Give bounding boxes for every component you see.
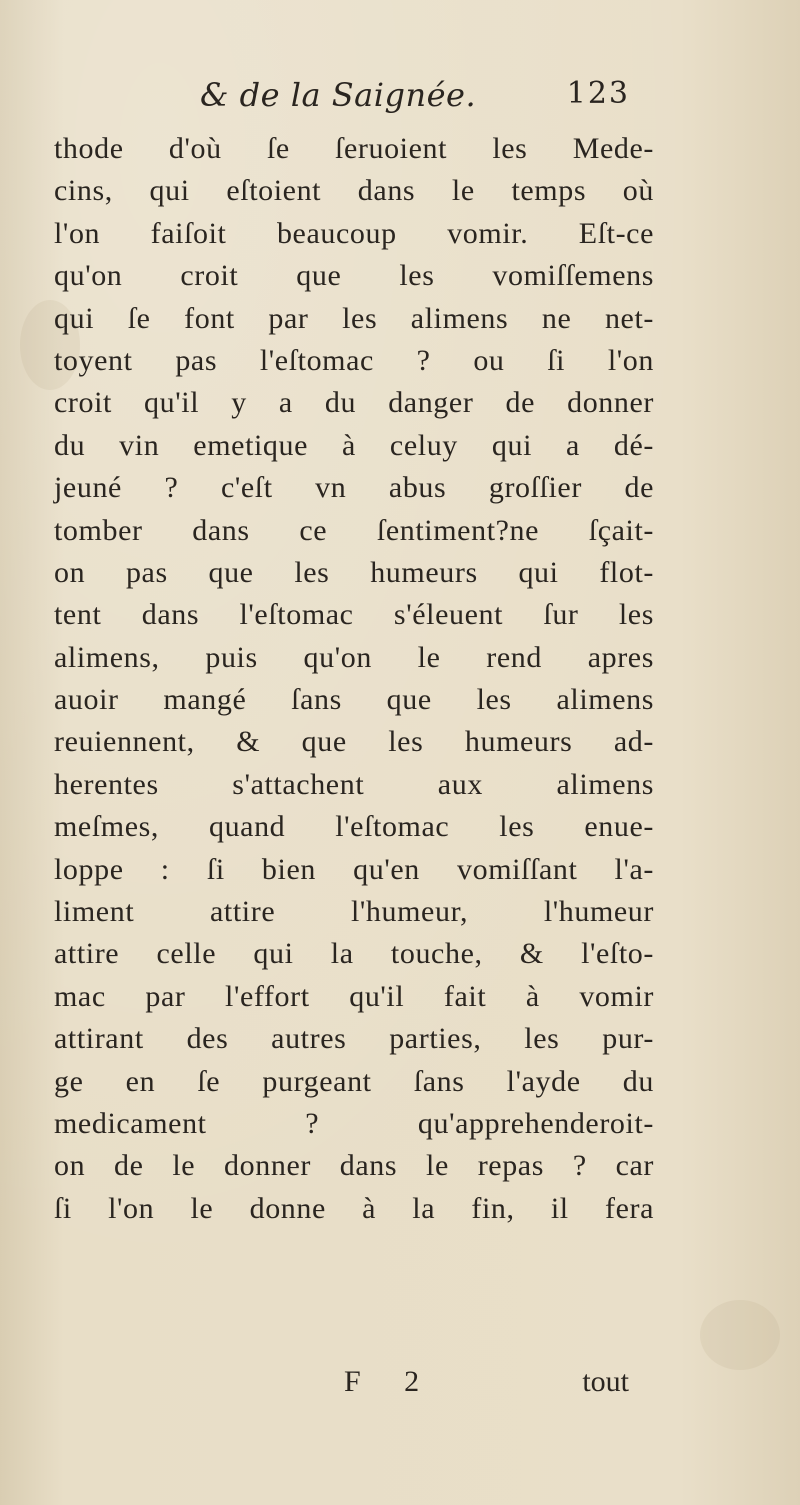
paper-stain	[700, 1300, 780, 1370]
text-line: thode d'où ſe ſeruoient les Mede-	[54, 132, 654, 165]
text-line: attire celle qui la touche, & l'eſto-	[54, 937, 654, 971]
text-line: on de le donner dans le repas ? car	[54, 1149, 654, 1183]
text-line: ſi l'on le donne à la fin, il fera	[54, 1191, 654, 1225]
text-line: l'on faiſoit beaucoup vomir. Eſt-ce	[54, 216, 654, 250]
text-line: herentes s'attachent aux alimens	[54, 767, 654, 801]
text-line: qu'on croit que les vomiſſemens	[54, 259, 654, 293]
text-line: meſmes, quand l'eſtomac les enue-	[54, 810, 654, 844]
text-line: on pas que les humeurs qui flot-	[54, 555, 654, 589]
text-line: croit qu'il y a du danger de donner	[54, 386, 654, 420]
signature-mark: F 2	[344, 1365, 438, 1398]
page-footer	[54, 1365, 629, 1409]
text-line: jeuné ? c'eſt vn abus groſſier de	[54, 471, 654, 505]
text-line: loppe : ſi bien qu'en vomiſſant l'a-	[54, 852, 654, 886]
text-line: qui ſe font par les alimens ne net-	[54, 301, 654, 335]
text-line: tomber dans ce ſentiment?ne ſçait-	[54, 513, 654, 547]
text-line: ge en ſe purgeant ſans l'ayde du	[54, 1064, 654, 1098]
text-line: reuiennent, & que les humeurs ad-	[54, 725, 654, 759]
text-line: du vin emetique à celuy qui a dé-	[54, 428, 654, 462]
page-number: 123	[566, 76, 630, 111]
text-line: attirant des autres parties, les pur-	[54, 1022, 654, 1056]
text-line: tent dans l'eſtomac s'éleuent ſur les	[54, 598, 654, 632]
text-line: medicament ? qu'apprehenderoit-	[54, 1106, 654, 1140]
body-text	[54, 128, 654, 1230]
page-header	[200, 76, 630, 120]
catchword: tout	[582, 1365, 629, 1398]
text-line: auoir mangé ſans que les alimens	[54, 683, 654, 717]
running-title: & de la Saignée.	[200, 76, 477, 114]
text-line: liment attire l'humeur, l'humeur	[54, 895, 654, 929]
text-line: toyent pas l'eſtomac ? ou ſi l'on	[54, 343, 654, 377]
text-line: alimens, puis qu'on le rend apres	[54, 640, 654, 674]
text-line: cins, qui eſtoient dans le temps où	[54, 174, 654, 208]
text-line: mac par l'effort qu'il fait à vomir	[54, 979, 654, 1013]
